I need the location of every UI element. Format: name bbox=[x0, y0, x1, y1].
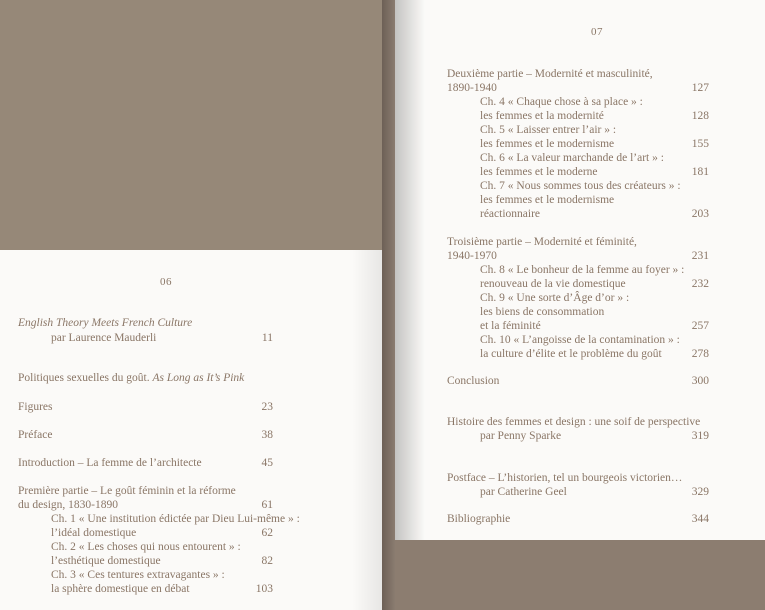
toc-entry-histoire: Histoire des femmes et design : une soif de perspective bbox=[447, 416, 701, 428]
page-number: 103 bbox=[255, 583, 273, 595]
toc-entry-subtitle: par Catherine Geel bbox=[480, 486, 567, 498]
toc-chapter: renouveau de la vie domestique bbox=[480, 278, 626, 290]
page-number: 232 bbox=[691, 278, 709, 290]
page-number: 127 bbox=[691, 82, 709, 94]
toc-chapter: Ch. 6 « La valeur marchande de l’art » : bbox=[480, 152, 664, 164]
page-number: 155 bbox=[691, 138, 709, 150]
page-number: 203 bbox=[691, 208, 709, 220]
page-number: 11 bbox=[261, 332, 273, 344]
page-number: 344 bbox=[691, 513, 709, 525]
page-number: 38 bbox=[261, 429, 273, 441]
toc-entry-conclusion: Conclusion bbox=[447, 375, 500, 387]
toc-chapter: Ch. 9 « Une sorte d’Âge d’or » : bbox=[480, 292, 630, 304]
page-number: 45 bbox=[261, 457, 273, 469]
toc-chapter: et la féminité bbox=[480, 320, 541, 332]
toc-chapter: les femmes et le modernisme bbox=[480, 138, 615, 150]
toc-entry-politiques: Politiques sexuelles du goût. As Long as It’s Pink bbox=[18, 372, 245, 384]
page-folio: 07 bbox=[591, 26, 603, 38]
toc-chapter: l’idéal domestique bbox=[51, 527, 137, 539]
toc-chapter: l’esthétique domestique bbox=[51, 555, 161, 567]
toc-left bbox=[18, 316, 300, 606]
toc-chapter: les biens de consommation bbox=[480, 306, 605, 318]
toc-part-title: Troisième partie – Modernité et féminité, bbox=[447, 236, 637, 248]
page-number: 23 bbox=[261, 401, 273, 413]
toc-chapter: Ch. 8 « Le bonheur de la femme au foyer » : bbox=[480, 264, 685, 276]
toc-part-title: Deuxième partie – Modernité et masculinité, bbox=[447, 68, 653, 80]
page-number: 278 bbox=[691, 348, 709, 360]
toc-entry-bibliographie: Bibliographie bbox=[447, 513, 511, 525]
toc-part-title: du design, 1830-1890 bbox=[18, 499, 118, 511]
toc-chapter: Ch. 2 « Les choses qui nous entourent » : bbox=[51, 541, 241, 553]
page-number: 61 bbox=[261, 499, 273, 511]
toc-chapter: les femmes et le modernisme bbox=[480, 194, 615, 206]
page-number: 300 bbox=[691, 375, 709, 387]
toc-entry-figures: Figures bbox=[18, 401, 53, 413]
page-number: 181 bbox=[691, 166, 709, 178]
toc-entry-introduction: Introduction – La femme de l’architecte bbox=[18, 457, 202, 469]
toc-chapter: réactionnaire bbox=[480, 208, 541, 220]
toc-part-title: Première partie – Le goût féminin et la réforme bbox=[18, 485, 236, 497]
page-number: 128 bbox=[691, 110, 709, 122]
toc-chapter: les femmes et la modernité bbox=[480, 110, 604, 122]
page-number: 231 bbox=[691, 250, 709, 262]
toc-part-title: 1890-1940 bbox=[447, 82, 497, 94]
page-number: 319 bbox=[691, 430, 709, 442]
toc-chapter: les femmes et le moderne bbox=[480, 166, 598, 178]
toc-part-title: 1940-1970 bbox=[447, 250, 497, 262]
toc-chapter: la culture d’élite et le problème du goût bbox=[480, 348, 662, 360]
toc-right bbox=[447, 67, 757, 532]
toc-chapter: Ch. 7 « Nous sommes tous des créateurs » : bbox=[480, 180, 681, 192]
toc-chapter: Ch. 5 « Laisser entrer l’air » : bbox=[480, 124, 617, 136]
page-number: 62 bbox=[261, 527, 273, 539]
page-number: 82 bbox=[261, 555, 273, 567]
page-number: 257 bbox=[691, 320, 709, 332]
toc-entry-preface: Préface bbox=[18, 429, 53, 441]
right-page bbox=[395, 0, 765, 540]
toc-entry-subtitle: par Penny Sparke bbox=[480, 430, 562, 442]
toc-chapter: Ch. 4 « Chaque chose à sa place » : bbox=[480, 96, 643, 108]
toc-entry-postface: Postface – L’historien, tel un bourgeois victorien… bbox=[447, 472, 683, 484]
toc-chapter: Ch. 3 « Ces tentures extravagantes » : bbox=[51, 569, 225, 581]
page-number: 329 bbox=[691, 486, 709, 498]
toc-chapter: la sphère domestique en débat bbox=[51, 583, 190, 595]
page-folio: 06 bbox=[160, 276, 172, 288]
toc-entry-subtitle: par Laurence Mauderli bbox=[51, 332, 157, 344]
book-gutter bbox=[382, 0, 395, 610]
toc-chapter: Ch. 10 « L’angoisse de la contamination » : bbox=[480, 334, 680, 346]
left-page bbox=[0, 250, 382, 610]
toc-chapter: Ch. 1 « Une institution édictée par Dieu Lui-même » : bbox=[51, 513, 300, 525]
toc-entry-english-theory: English Theory Meets French Culture bbox=[18, 317, 193, 329]
